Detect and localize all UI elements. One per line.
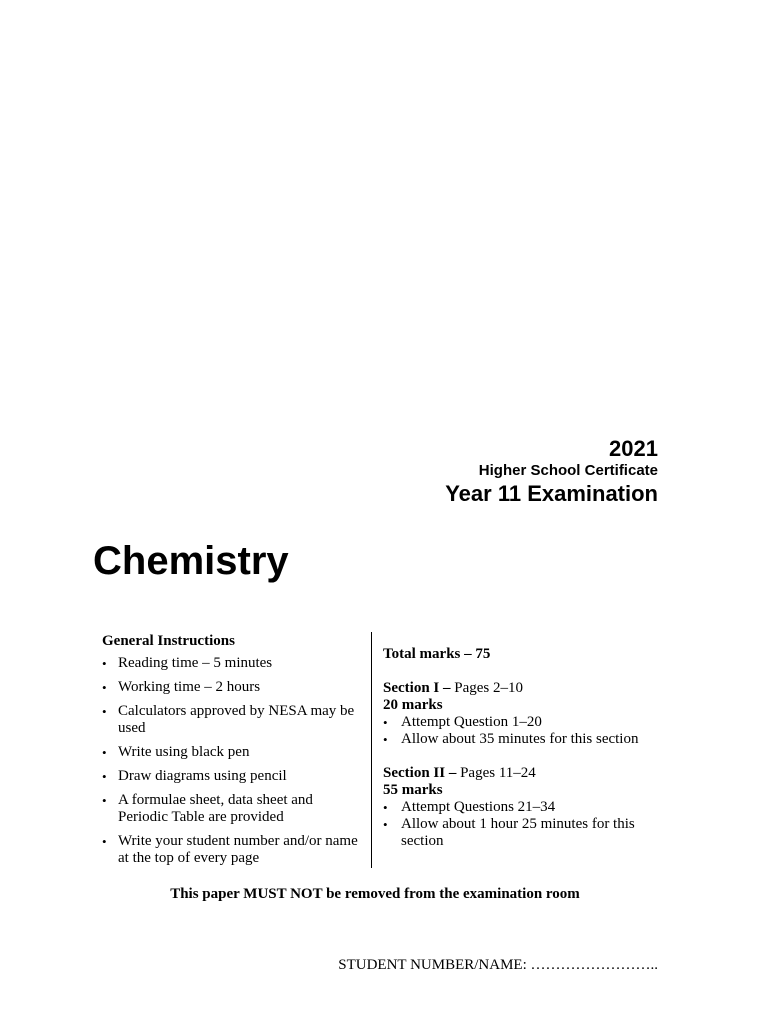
total-marks: Total marks – 75 [383,646,491,662]
student-number-field: STUDENT NUMBER/NAME: …………………….. [338,957,658,973]
section-item [383,799,673,816]
instruction-text: Write your student number and/or name at the top of every page [118,833,358,866]
bullet-icon: • [102,793,107,808]
bullet-icon: • [383,800,388,815]
section-heading [383,765,673,782]
section-one [383,680,673,748]
certificate-name: Higher School Certificate [478,462,658,479]
section-item-text: Attempt Question 1–20 [401,714,542,730]
section-item [383,731,673,748]
instruction-text: Draw diagrams using pencil [118,768,287,784]
removal-notice: This paper MUST NOT be removed from the examination room [170,886,580,902]
instruction-text: Reading time – 5 minutes [118,655,273,671]
bullet-icon: • [383,732,388,747]
instruction-text: Working time – 2 hours [118,679,261,695]
general-instructions [102,632,364,874]
examination-title: Year 11 Examination [445,481,658,506]
section-item-text: Attempt Questions 21–34 [401,799,556,815]
section-title: Section I – [383,680,451,696]
exam-header [445,436,658,508]
instruction-item [102,744,364,761]
instructions-list [102,655,364,867]
section-item-text: Allow about 1 hour 25 minutes for this section [401,816,635,849]
column-divider [371,632,372,868]
general-instructions-heading: General Instructions [102,633,235,649]
section-item-text: Allow about 35 minutes for this section [401,731,639,747]
bullet-icon: • [102,745,107,760]
bullet-icon: • [102,656,107,671]
instruction-item [102,792,364,826]
section-heading [383,680,673,697]
bullet-icon: • [102,769,107,784]
section-two [383,765,673,850]
section-pages: Pages 2–10 [450,680,523,696]
section-item [383,714,673,731]
section-items [383,714,673,748]
instruction-text: Write using black pen [118,744,250,760]
section-marks: 20 marks [383,697,443,713]
instruction-item [102,703,364,737]
bullet-icon: • [383,817,388,832]
bullet-icon: • [383,715,388,730]
instruction-item [102,833,364,867]
bullet-icon: • [102,834,107,849]
instruction-item [102,655,364,672]
instruction-text: A formulae sheet, data sheet and Periodic Table are provided [118,792,313,825]
section-marks: 55 marks [383,782,443,798]
section-title: Section II – [383,765,457,781]
subject-title: Chemistry [93,539,289,583]
exam-summary [383,646,673,867]
instruction-item [102,768,364,785]
exam-year: 2021 [609,436,658,461]
instruction-text: Calculators approved by NESA may be used [118,703,355,736]
bullet-icon: • [102,680,107,695]
bullet-icon: • [102,704,107,719]
section-pages: Pages 11–24 [456,765,536,781]
instruction-item [102,679,364,696]
section-item [383,816,673,850]
section-items [383,799,673,850]
